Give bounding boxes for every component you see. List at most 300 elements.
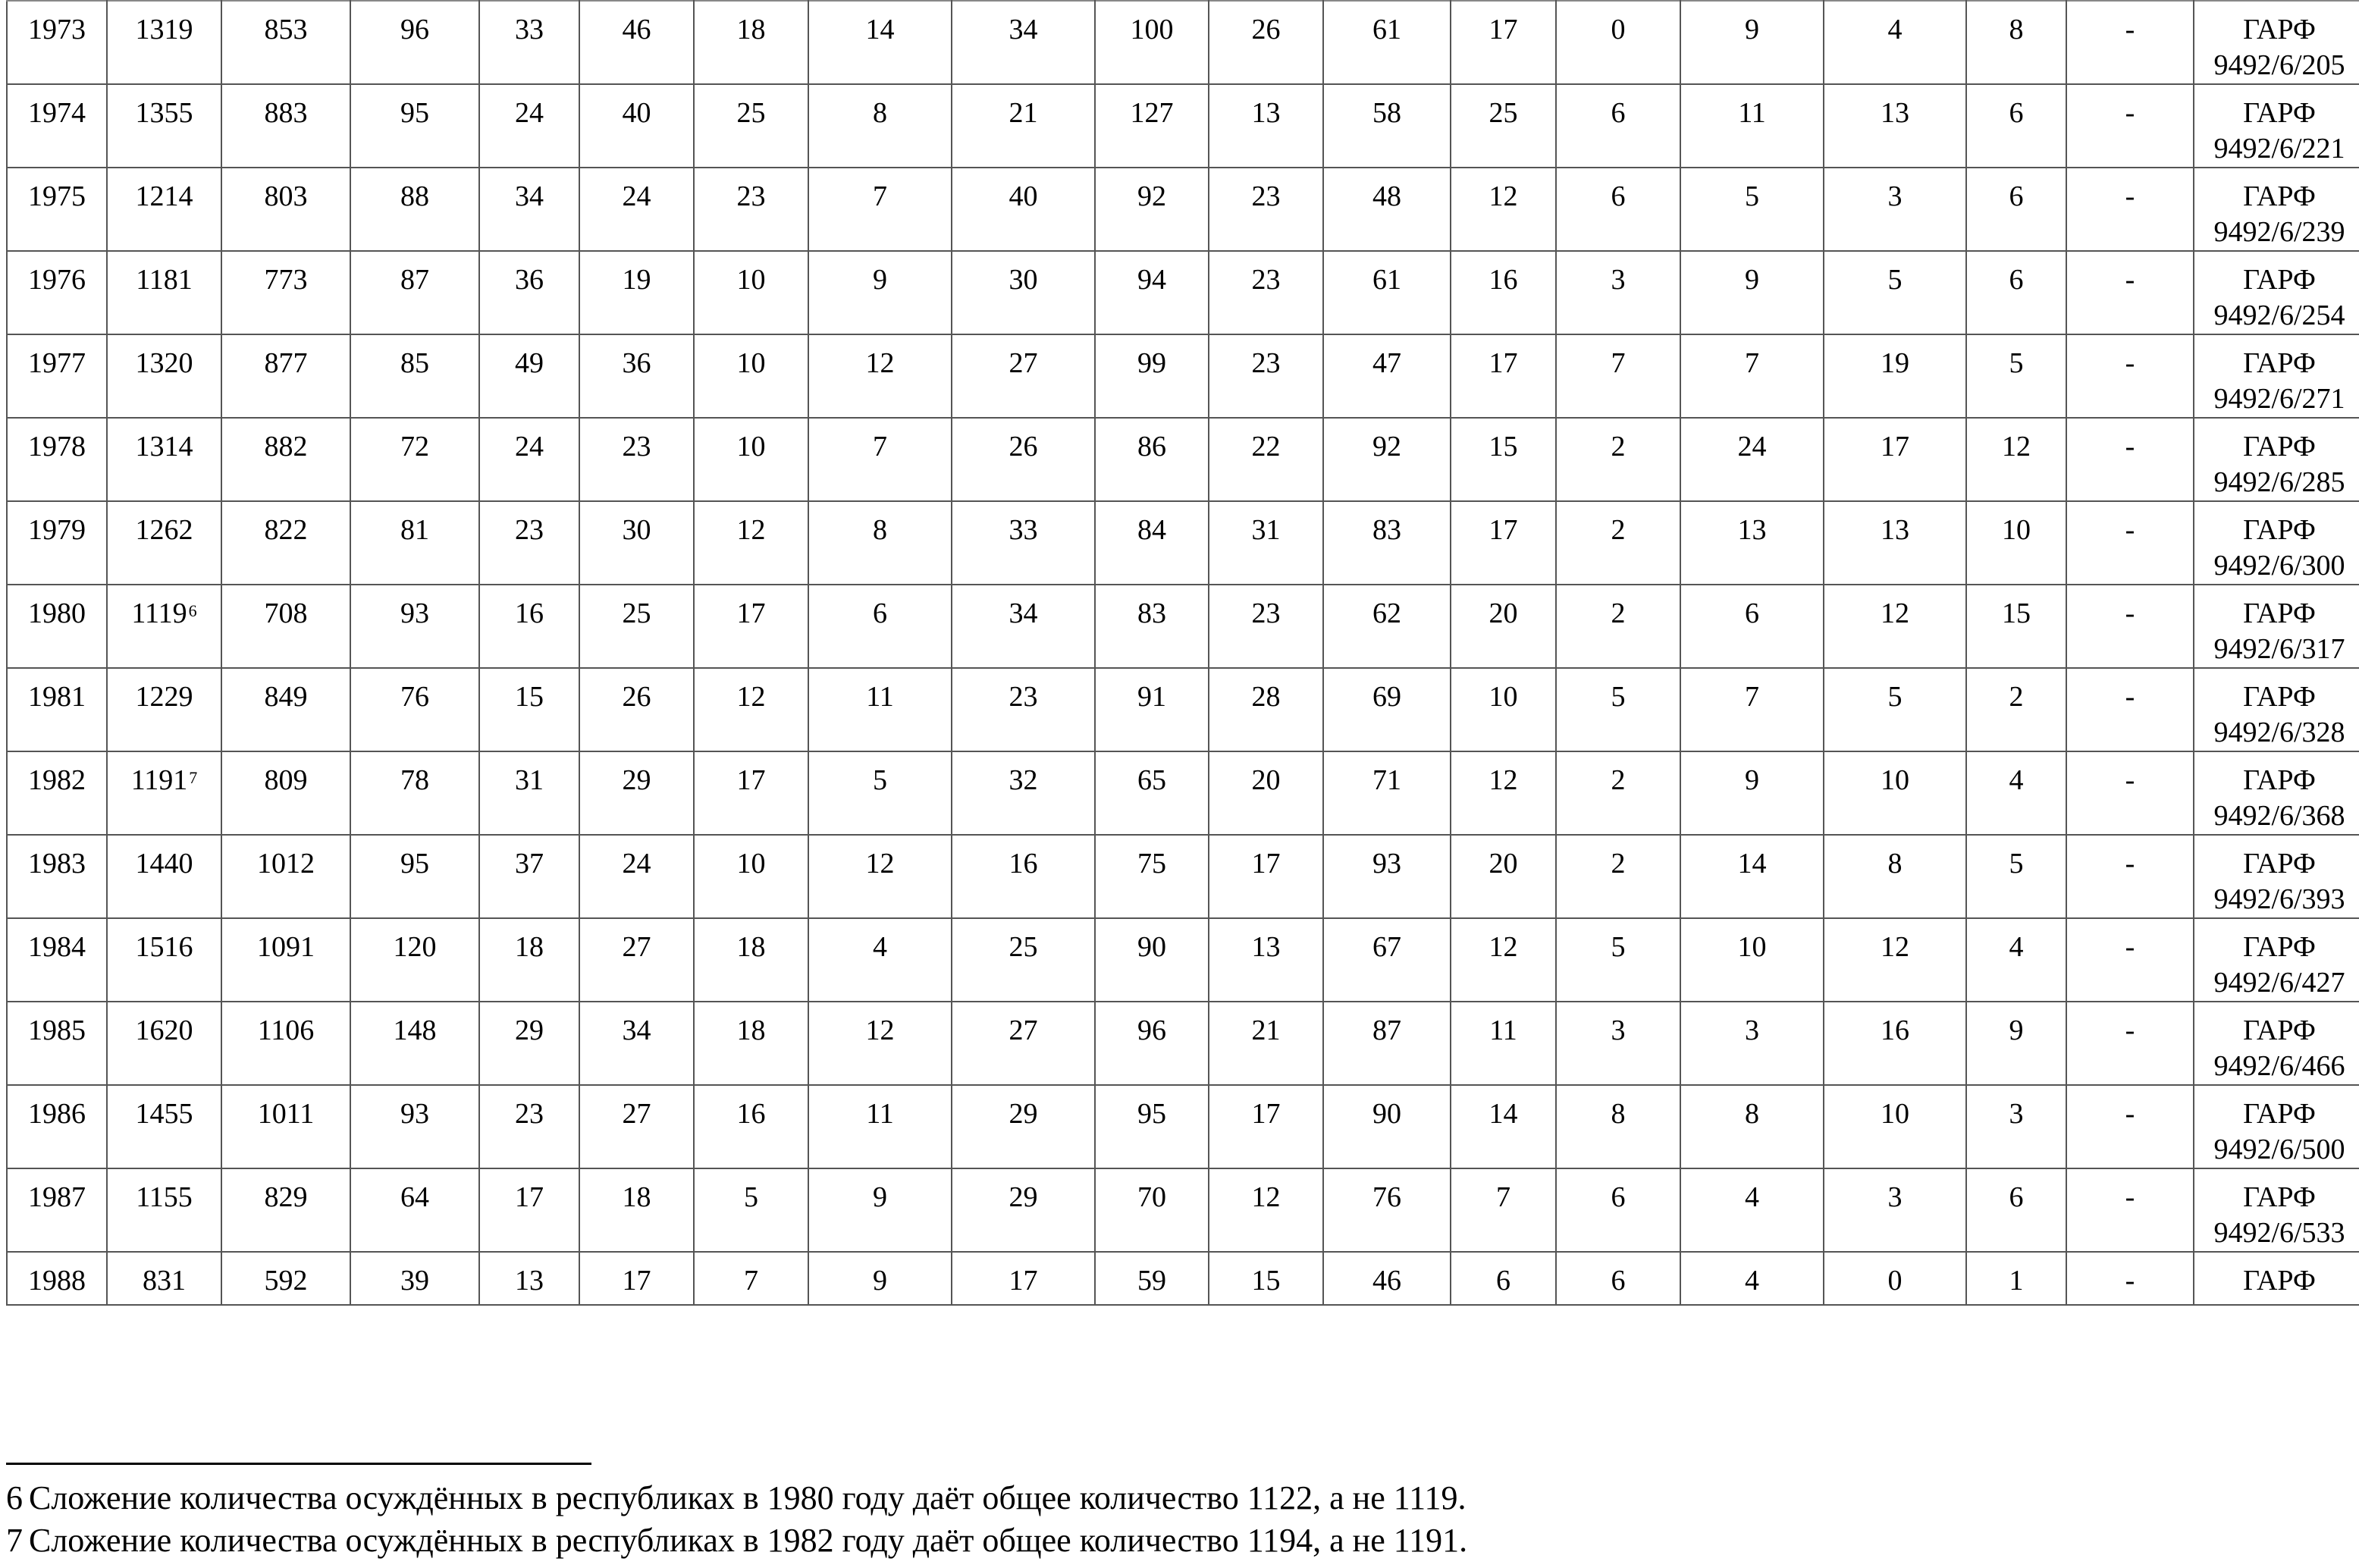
- archive-reference: 9492/6/393: [2213, 883, 2345, 915]
- table-cell: [1323, 918, 1451, 1002]
- cell-value: 127: [1130, 97, 1174, 129]
- table-cell: [1095, 501, 1209, 585]
- cell-value: 23: [1009, 681, 1038, 713]
- table-cell: [107, 918, 221, 1002]
- cell-value: 31: [515, 764, 544, 796]
- cell-value: 13: [1251, 931, 1281, 963]
- table-cell: [694, 1085, 808, 1168]
- table-cell: [1966, 751, 2066, 835]
- table-cell: [1323, 585, 1451, 668]
- table-cell: [479, 585, 579, 668]
- table-cell: [1966, 418, 2066, 501]
- table-cell: [1451, 1085, 1556, 1168]
- cell-value: 18: [622, 1181, 651, 1213]
- cell-value: 36: [622, 347, 651, 379]
- cell-value: 7: [1745, 681, 1759, 713]
- cell-value: 9: [2009, 1014, 2024, 1046]
- cell-value: 10: [1737, 931, 1767, 963]
- cell-value: 75: [1137, 848, 1166, 880]
- table-cell: [1323, 501, 1451, 585]
- cell-value: 47: [1372, 347, 1401, 379]
- cell-value: 803: [264, 180, 308, 212]
- table-cell: [952, 751, 1095, 835]
- cell-value: 1229: [135, 681, 193, 713]
- archive-name: ГАРФ: [2243, 1265, 2316, 1297]
- cell-value: 16: [1009, 848, 1038, 880]
- table-cell: [107, 668, 221, 751]
- cell-value: 6: [1745, 597, 1759, 629]
- table-cell: [1209, 1168, 1323, 1252]
- year-cell: [7, 1168, 107, 1252]
- year-cell: [7, 835, 107, 918]
- table-cell: [694, 835, 808, 918]
- archive-source-cell: [2194, 918, 2359, 1002]
- table-cell: [579, 418, 694, 501]
- cell-value: -: [2125, 1265, 2135, 1297]
- cell-value: 10: [736, 848, 766, 880]
- cell-value: 2: [1611, 764, 1626, 796]
- table-cell: [221, 1085, 350, 1168]
- table-cell: [1323, 168, 1451, 251]
- cell-value: 6: [2009, 264, 2024, 296]
- table-cell: [1095, 1168, 1209, 1252]
- table-cell: [1451, 418, 1556, 501]
- table-cell: [1323, 1252, 1451, 1305]
- cell-value: 1981: [28, 681, 86, 713]
- cell-value: 6: [2009, 97, 2024, 129]
- cell-value: 17: [1488, 347, 1518, 379]
- archive-reference: 9492/6/328: [2213, 717, 2345, 748]
- table-cell: [2066, 334, 2194, 418]
- cell-value: 12: [1488, 180, 1518, 212]
- cell-value: 25: [736, 97, 766, 129]
- table-cell: [1966, 1, 2066, 84]
- cell-value: 29: [1009, 1181, 1038, 1213]
- archive-reference: 9492/6/205: [2213, 49, 2345, 81]
- cell-value: 95: [400, 97, 429, 129]
- cell-value: 5: [2009, 347, 2024, 379]
- cell-value: 64: [400, 1181, 429, 1213]
- table-cell: [808, 918, 952, 1002]
- footnote-text: Сложение количества осуждённых в республиках в 1980 году даёт общее количество 1122, а не 1119.: [29, 1479, 1467, 1516]
- table-cell: [808, 751, 952, 835]
- cell-value: 12: [865, 1014, 895, 1046]
- cell-value: 88: [400, 180, 429, 212]
- cell-value: 708: [264, 597, 308, 629]
- archive-reference: 9492/6/368: [2213, 800, 2345, 832]
- table-cell: [1680, 334, 1824, 418]
- cell-value: 20: [1488, 848, 1518, 880]
- cell-value: 3: [1611, 1014, 1626, 1046]
- cell-value: 12: [1881, 931, 1909, 963]
- cell-value: 592: [264, 1265, 308, 1297]
- cell-value: 11: [866, 681, 894, 713]
- table-row: [7, 1168, 2359, 1252]
- cell-value: 24: [622, 848, 651, 880]
- table-row: [7, 751, 2359, 835]
- table-cell: [694, 1, 808, 84]
- table-cell: [808, 835, 952, 918]
- cell-value: 18: [736, 14, 766, 45]
- cell-value: 61: [1372, 264, 1401, 296]
- cell-value: 4: [2009, 931, 2024, 963]
- cell-value: -: [2125, 347, 2135, 379]
- cell-value: 39: [400, 1265, 429, 1297]
- table-cell: [952, 251, 1095, 334]
- table-cell: [1209, 1085, 1323, 1168]
- cell-value: 27: [622, 931, 651, 963]
- table-cell: [1556, 168, 1680, 251]
- cell-value: -: [2125, 431, 2135, 463]
- cell-value: 92: [1372, 431, 1401, 463]
- table-cell: [107, 418, 221, 501]
- cell-value: 5: [873, 764, 887, 796]
- cell-value: 14: [865, 14, 895, 45]
- table-cell: [808, 1, 952, 84]
- table-cell: [1451, 84, 1556, 168]
- cell-value: 1440: [135, 848, 193, 880]
- archive-source-cell: [2194, 1252, 2359, 1305]
- table-cell: [952, 168, 1095, 251]
- table-cell: [1323, 668, 1451, 751]
- cell-value: 96: [1137, 1014, 1166, 1046]
- table-cell: [1824, 1, 1966, 84]
- cell-value: 19: [1881, 347, 1909, 379]
- cell-value: 92: [1137, 180, 1166, 212]
- archive-reference: 9492/6/427: [2213, 967, 2345, 999]
- cell-value: 81: [400, 514, 429, 546]
- table-cell: [1680, 751, 1824, 835]
- table-cell: [1556, 251, 1680, 334]
- table-cell: [1824, 84, 1966, 168]
- table-cell: [1451, 1168, 1556, 1252]
- cell-value: 5: [1611, 931, 1626, 963]
- table-cell: [1556, 835, 1680, 918]
- cell-value: 87: [400, 264, 429, 296]
- archive-source-cell: [2194, 251, 2359, 334]
- table-cell: [694, 1252, 808, 1305]
- table-cell: [350, 751, 479, 835]
- table-cell: [1095, 751, 1209, 835]
- table-cell: [221, 668, 350, 751]
- table-cell: [694, 1168, 808, 1252]
- table-cell: [1966, 84, 2066, 168]
- table-cell: [1451, 251, 1556, 334]
- table-cell: [579, 1085, 694, 1168]
- cell-value: 34: [1009, 14, 1038, 45]
- table-cell: [221, 1, 350, 84]
- cell-value: 96: [400, 14, 429, 45]
- table-row: [7, 84, 2359, 168]
- cell-value: 8: [873, 97, 887, 129]
- table-cell: [952, 1, 1095, 84]
- cell-value: -: [2125, 848, 2135, 880]
- table-cell: [1095, 918, 1209, 1002]
- table-cell: [107, 585, 221, 668]
- archive-source-cell: [2194, 1002, 2359, 1085]
- table-cell: [479, 835, 579, 918]
- footnote-separator: [6, 1463, 591, 1465]
- table-cell: [1556, 501, 1680, 585]
- table-cell: [350, 501, 479, 585]
- table-cell: [1556, 1002, 1680, 1085]
- table-cell: [1451, 918, 1556, 1002]
- cell-value: 37: [515, 848, 544, 880]
- table-cell: [1095, 334, 1209, 418]
- cell-value: 27: [622, 1098, 651, 1130]
- cell-value: 5: [1887, 264, 1903, 296]
- cell-value: -: [2125, 764, 2135, 796]
- table-cell: [1451, 751, 1556, 835]
- table-cell: [221, 751, 350, 835]
- cell-value: -: [2125, 681, 2135, 713]
- table-cell: [808, 418, 952, 501]
- cell-value: 9: [873, 264, 887, 296]
- cell-value: 5: [1611, 681, 1626, 713]
- archive-name: ГАРФ: [2243, 848, 2316, 880]
- table-cell: [1095, 251, 1209, 334]
- table-cell: [579, 84, 694, 168]
- cell-value: 1012: [257, 848, 315, 880]
- table-cell: [221, 918, 350, 1002]
- cell-value: 809: [264, 764, 308, 796]
- year-cell: [7, 751, 107, 835]
- table-cell: [808, 84, 952, 168]
- cell-value: 15: [1488, 431, 1518, 463]
- table-cell: [350, 168, 479, 251]
- cell-value: 10: [736, 264, 766, 296]
- table-cell: [107, 334, 221, 418]
- cell-value: 61: [1372, 14, 1401, 45]
- cell-value: 2: [1611, 514, 1626, 546]
- table-cell: [1680, 84, 1824, 168]
- cell-value: 17: [1009, 1265, 1038, 1297]
- cell-value: 24: [515, 431, 544, 463]
- archive-source-cell: [2194, 84, 2359, 168]
- cell-value: 36: [515, 264, 544, 296]
- cell-value: 5: [2009, 848, 2024, 880]
- cell-value: 16: [515, 597, 544, 629]
- table-cell: [2066, 1085, 2194, 1168]
- cell-value: 1984: [28, 931, 86, 963]
- table-cell: [579, 751, 694, 835]
- cell-value: 34: [1009, 597, 1038, 629]
- cell-value: 40: [622, 97, 651, 129]
- year-cell: [7, 1, 107, 84]
- cell-value: 7: [1745, 347, 1759, 379]
- table-cell: [1209, 751, 1323, 835]
- table-cell: [1824, 751, 1966, 835]
- cell-value: 32: [1009, 764, 1038, 796]
- cell-value: 58: [1372, 97, 1401, 129]
- year-cell: [7, 418, 107, 501]
- cell-value: 7: [873, 180, 887, 212]
- cell-value: 31: [1251, 514, 1281, 546]
- cell-value: 19: [622, 264, 651, 296]
- table-cell: [579, 334, 694, 418]
- cell-value: 1977: [28, 347, 86, 379]
- table-cell: [479, 501, 579, 585]
- archive-source-cell: [2194, 1085, 2359, 1168]
- table-cell: [479, 668, 579, 751]
- cell-value: 69: [1372, 681, 1401, 713]
- cell-value: 1974: [28, 97, 86, 129]
- table-cell: [221, 418, 350, 501]
- table-cell: [1824, 1085, 1966, 1168]
- archive-reference: 9492/6/300: [2213, 550, 2345, 582]
- archive-reference: 9492/6/500: [2213, 1134, 2345, 1165]
- year-cell: [7, 84, 107, 168]
- table-row: [7, 501, 2359, 585]
- table-cell: [1451, 1, 1556, 84]
- table-cell: [694, 501, 808, 585]
- archive-name: ГАРФ: [2243, 97, 2316, 129]
- cell-value: 3: [1745, 1014, 1759, 1046]
- table-cell: [1323, 835, 1451, 918]
- table-cell: [1556, 668, 1680, 751]
- table-cell: [350, 1, 479, 84]
- cell-value: 22: [1251, 431, 1281, 463]
- cell-value: 6: [1496, 1265, 1510, 1297]
- table-cell: [2066, 668, 2194, 751]
- cell-value: 4: [1745, 1265, 1759, 1297]
- cell-value: 71: [1372, 764, 1401, 796]
- document-page: [6, 0, 2357, 1306]
- cell-value: 12: [1488, 931, 1518, 963]
- table-cell: [952, 918, 1095, 1002]
- table-cell: [350, 1252, 479, 1305]
- table-cell: [350, 1168, 479, 1252]
- table-cell: [1209, 334, 1323, 418]
- table-cell: [350, 585, 479, 668]
- table-cell: [479, 334, 579, 418]
- table-cell: [952, 668, 1095, 751]
- cell-value: 17: [515, 1181, 544, 1213]
- cell-value: 94: [1137, 264, 1166, 296]
- cell-value: 70: [1137, 1181, 1166, 1213]
- table-cell: [1824, 918, 1966, 1002]
- cell-value: 2: [1611, 848, 1626, 880]
- cell-value: 25: [1488, 97, 1518, 129]
- table-cell: [694, 168, 808, 251]
- table-cell: [221, 251, 350, 334]
- table-row: [7, 168, 2359, 251]
- table-cell: [1323, 251, 1451, 334]
- cell-value: 6: [2009, 180, 2024, 212]
- cell-value: 1191: [130, 764, 188, 796]
- cell-value: 1181: [136, 264, 193, 296]
- table-cell: [1209, 585, 1323, 668]
- table-row: [7, 1252, 2359, 1305]
- table-cell: [1680, 918, 1824, 1002]
- table-cell: [808, 1252, 952, 1305]
- table-cell: [1451, 1002, 1556, 1085]
- archive-reference: 9492/6/466: [2213, 1050, 2345, 1082]
- cell-value: 12: [865, 347, 895, 379]
- cell-value: 4: [873, 931, 887, 963]
- table-cell: [1556, 751, 1680, 835]
- cell-value: 2: [1611, 431, 1626, 463]
- cell-value: 1978: [28, 431, 86, 463]
- footnote-reference: 7: [189, 768, 198, 787]
- table-cell: [107, 835, 221, 918]
- table-cell: [1824, 501, 1966, 585]
- table-cell: [1209, 251, 1323, 334]
- cell-value: 95: [1137, 1098, 1166, 1130]
- cell-value: 1983: [28, 848, 86, 880]
- year-cell: [7, 918, 107, 1002]
- table-cell: [107, 501, 221, 585]
- table-cell: [1209, 501, 1323, 585]
- cell-value: 28: [1251, 681, 1281, 713]
- table-cell: [2066, 418, 2194, 501]
- table-cell: [1323, 84, 1451, 168]
- cell-value: 27: [1009, 347, 1038, 379]
- cell-value: 9: [1745, 764, 1759, 796]
- cell-value: 15: [1251, 1265, 1281, 1297]
- cell-value: 1979: [28, 514, 86, 546]
- cell-value: 49: [515, 347, 544, 379]
- table-cell: [579, 835, 694, 918]
- table-cell: [1824, 334, 1966, 418]
- archive-name: ГАРФ: [2243, 597, 2316, 629]
- table-cell: [952, 1252, 1095, 1305]
- cell-value: 17: [736, 597, 766, 629]
- table-cell: [1095, 1085, 1209, 1168]
- table-cell: [579, 585, 694, 668]
- table-cell: [1323, 1, 1451, 84]
- table-cell: [350, 251, 479, 334]
- table-cell: [579, 501, 694, 585]
- cell-value: 3: [1611, 264, 1626, 296]
- cell-value: 12: [736, 514, 766, 546]
- cell-value: 15: [2002, 597, 2031, 629]
- table-cell: [1323, 1085, 1451, 1168]
- table-cell: [350, 84, 479, 168]
- table-cell: [1966, 1168, 2066, 1252]
- cell-value: 883: [264, 97, 308, 129]
- table-cell: [107, 1, 221, 84]
- table-cell: [350, 835, 479, 918]
- table-cell: [1824, 1252, 1966, 1305]
- table-cell: [1323, 751, 1451, 835]
- table-row: [7, 1085, 2359, 1168]
- cell-value: 30: [622, 514, 651, 546]
- table-cell: [1966, 918, 2066, 1002]
- cell-value: 10: [2002, 514, 2031, 546]
- cell-value: 13: [1881, 514, 1909, 546]
- table-cell: [107, 251, 221, 334]
- cell-value: 29: [622, 764, 651, 796]
- table-cell: [1680, 1002, 1824, 1085]
- table-cell: [952, 334, 1095, 418]
- table-cell: [1095, 1002, 1209, 1085]
- table-cell: [1209, 1252, 1323, 1305]
- table-cell: [479, 751, 579, 835]
- table-cell: [1680, 1, 1824, 84]
- cell-value: 849: [264, 681, 308, 713]
- cell-value: 48: [1372, 180, 1401, 212]
- cell-value: 8: [1745, 1098, 1759, 1130]
- cell-value: 23: [1251, 597, 1281, 629]
- archive-name: ГАРФ: [2243, 931, 2316, 963]
- footnotes: [6, 1477, 1467, 1562]
- table-cell: [1323, 1002, 1451, 1085]
- cell-value: 1119: [131, 597, 187, 629]
- table-cell: [808, 668, 952, 751]
- cell-value: 7: [744, 1265, 758, 1297]
- cell-value: 17: [1488, 514, 1518, 546]
